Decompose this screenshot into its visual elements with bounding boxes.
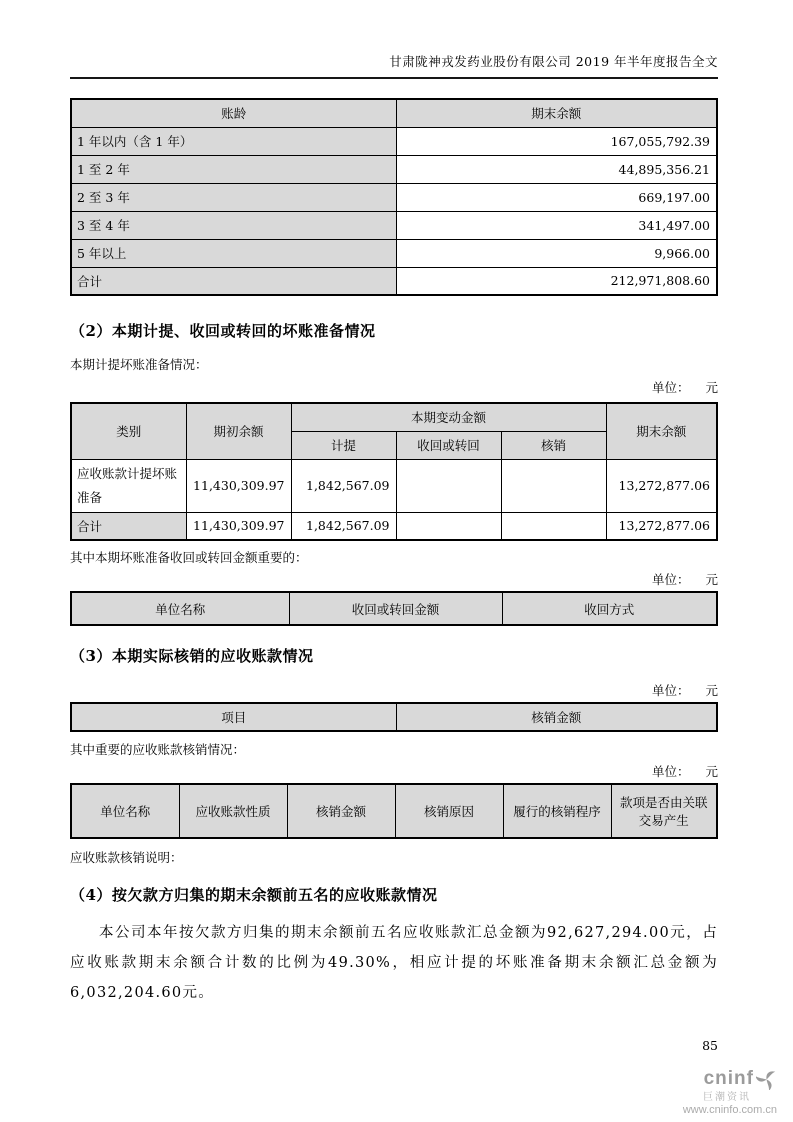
important-col-header: 款项是否由关联交易产生 (611, 784, 717, 838)
provision-row-recovery (396, 459, 501, 512)
table-row (71, 183, 717, 211)
provision-header-opening: 期初余额 (186, 403, 291, 459)
aging-row-label: 1 至 2 年 (71, 155, 396, 183)
unit-label: 单位： (651, 380, 690, 395)
table-row (71, 155, 717, 183)
provision-header-writeoff: 核销 (501, 431, 606, 459)
aging-total-value: 212,971,808.60 (396, 267, 717, 295)
recovery-col-header: 收回方式 (502, 592, 717, 625)
page-title: 甘肃陇神戎发药业股份有限公司 2019 年半年度报告全文 (389, 54, 718, 69)
provision-row-writeoff (501, 459, 606, 512)
important-col-header: 单位名称 (71, 784, 179, 838)
cninfo-swirl-icon (756, 1069, 777, 1090)
writeoff-footnote: 应收账款核销说明： (70, 850, 183, 865)
recovery-note: 其中本期坏账准备收回或转回金额重要的： (70, 550, 308, 565)
unit-value: 元 (705, 764, 718, 779)
aging-table (70, 98, 718, 296)
aging-row-value: 669,197.00 (396, 183, 717, 211)
unit-value: 元 (705, 572, 718, 587)
provision-total-recovery (396, 512, 501, 540)
recovery-table (70, 591, 718, 626)
unit-note (70, 570, 718, 588)
header-divider (70, 77, 718, 79)
important-col-header: 履行的核销程序 (503, 784, 611, 838)
table-row (71, 459, 717, 512)
table-row (71, 127, 717, 155)
section2-intro: 本期计提坏账准备情况： (70, 357, 208, 372)
unit-value: 元 (705, 380, 718, 395)
table-row (71, 239, 717, 267)
aging-row-label: 3 至 4 年 (71, 211, 396, 239)
unit-note (70, 681, 718, 699)
unit-note (70, 378, 718, 396)
provision-total-writeoff (501, 512, 606, 540)
recovery-col-header: 收回或转回金额 (289, 592, 502, 625)
page-number: 85 (702, 1038, 718, 1053)
writeoff-table (70, 702, 718, 732)
provision-header-recovery: 收回或转回 (396, 431, 501, 459)
aging-total-label: 合计 (71, 267, 396, 295)
cninfo-logo-url: www.cninfo.com.cn (682, 1104, 777, 1116)
writeoff-col-header: 项目 (71, 703, 396, 731)
aging-row-value: 44,895,356.21 (396, 155, 717, 183)
provision-total-label: 合计 (71, 512, 186, 540)
table-row-total (71, 267, 717, 295)
provision-row-closing: 13,272,877.06 (606, 459, 717, 512)
section4-paragraph: 本公司本年按欠款方归集的期末余额前五名应收账款汇总金额为92,627,294.00元，占应收账款期末余额合计数的比例为49.30%，相应计提的坏账准备期末余额汇总金额为6,032,204.60元。 (70, 925, 718, 1001)
provision-total-opening: 11,430,309.97 (186, 512, 291, 540)
provision-total-accrual: 1,842,567.09 (291, 512, 396, 540)
important-col-header: 应收账款性质 (179, 784, 287, 838)
aging-row-label: 2 至 3 年 (71, 183, 396, 211)
aging-row-value: 341,497.00 (396, 211, 717, 239)
aging-col-header: 账龄 (71, 99, 396, 127)
important-writeoff-note: 其中重要的应收账款核销情况： (70, 742, 246, 757)
cninfo-logo-subtitle: 巨潮资讯 (703, 1092, 751, 1103)
important-col-header: 核销原因 (395, 784, 503, 838)
important-writeoff-table (70, 783, 718, 839)
important-col-header: 核销金额 (287, 784, 395, 838)
unit-label: 单位： (651, 572, 690, 587)
unit-label: 单位： (651, 764, 690, 779)
aging-col-header: 期末余额 (396, 99, 717, 127)
section3-heading: （3）本期实际核销的应收账款情况 (70, 647, 314, 665)
aging-row-label: 5 年以上 (71, 239, 396, 267)
table-row (71, 211, 717, 239)
unit-value: 元 (705, 683, 718, 698)
table-row-total (71, 512, 717, 540)
aging-row-value: 9,966.00 (396, 239, 717, 267)
page-content (70, 0, 718, 1008)
unit-note (70, 762, 718, 780)
writeoff-col-header: 核销金额 (396, 703, 717, 731)
provision-row-accrual: 1,842,567.09 (291, 459, 396, 512)
provision-header-accrual: 计提 (291, 431, 396, 459)
section4-heading: （4）按欠款方归集的期末余额前五名的应收账款情况 (70, 886, 438, 904)
cninfo-logo-top (683, 1068, 777, 1090)
provision-row-opening: 11,430,309.97 (186, 459, 291, 512)
provision-header-category: 类别 (71, 403, 186, 459)
cninfo-logo-text: cninf (703, 1068, 754, 1089)
provision-total-closing: 13,272,877.06 (606, 512, 717, 540)
aging-row-label: 1 年以内（含 1 年） (71, 127, 396, 155)
section2-heading: （2）本期计提、收回或转回的坏账准备情况 (70, 322, 376, 340)
provision-header-change-group: 本期变动金额 (291, 403, 606, 431)
recovery-col-header: 单位名称 (71, 592, 289, 625)
provision-row-category: 应收账款计提坏账准备 (71, 459, 186, 512)
aging-row-value: 167,055,792.39 (396, 127, 717, 155)
provision-table (70, 402, 718, 541)
provision-header-closing: 期末余额 (606, 403, 717, 459)
unit-label: 单位： (651, 683, 690, 698)
cninfo-logo (683, 1068, 777, 1116)
